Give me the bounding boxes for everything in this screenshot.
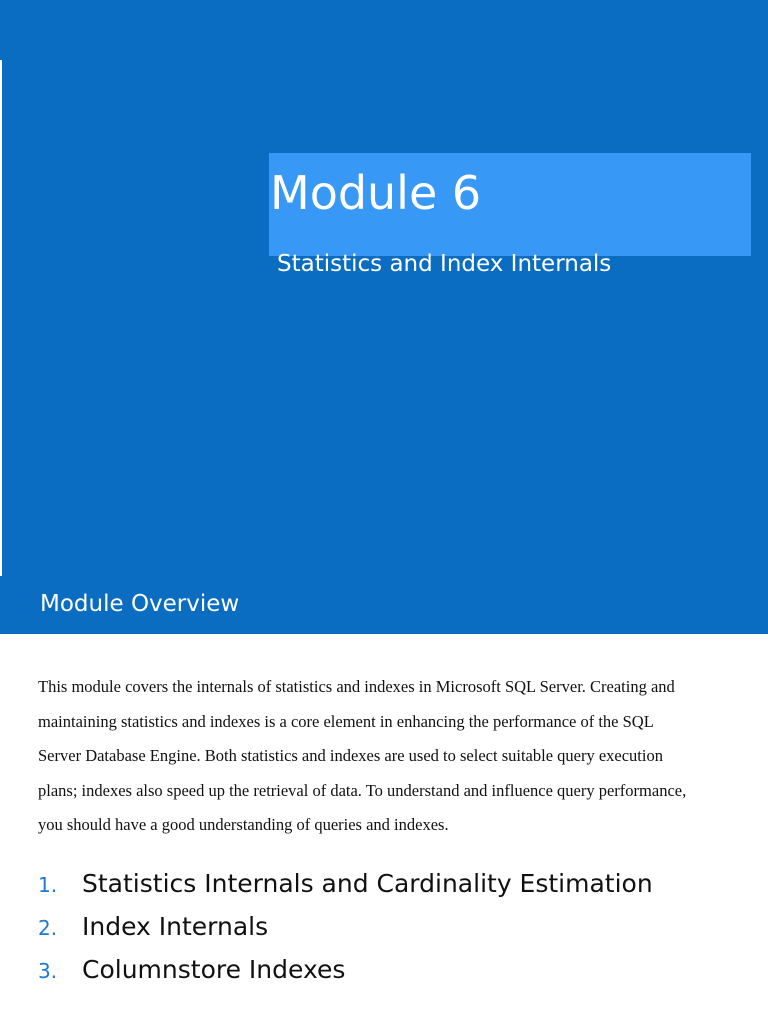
topic-label: Columnstore Indexes <box>82 955 346 984</box>
topic-item <box>38 948 738 991</box>
topic-item <box>38 905 738 948</box>
topic-number: 3. <box>38 959 58 983</box>
module-title: Module 6 <box>270 166 482 220</box>
section-heading: Module Overview <box>40 591 240 617</box>
topic-label: Statistics Internals and Cardinality Estimation <box>82 869 653 898</box>
topic-item <box>38 862 738 905</box>
topic-number: 1. <box>38 873 58 897</box>
module-subtitle: Statistics and Index Internals <box>277 251 612 277</box>
overview-description: This module covers the internals of statistics and indexes in Microsoft SQL Server. Creating and maintaining statistics and indexes is a core element in enhancing the performance of the SQL Server Database Engine. Both statistics and indexes are used to select suitable query execution plans; indexes also speed up the retrieval of data. To understand and influence query performance, you should have a good understanding of queries and indexes. <box>38 677 687 834</box>
left-edge-divider <box>0 60 2 576</box>
topic-label: Index Internals <box>82 912 269 941</box>
topic-list <box>38 862 738 991</box>
topic-number: 2. <box>38 916 58 940</box>
